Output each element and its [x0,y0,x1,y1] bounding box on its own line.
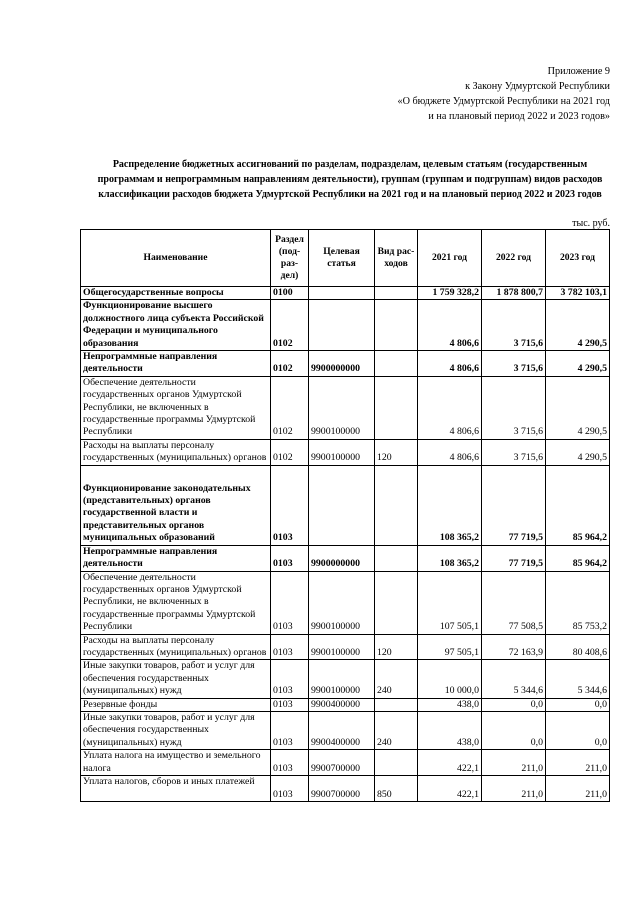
row-name: Уплата налогов, сборов и иных платежей [81,776,271,802]
title-line: классификации расходов бюджета Удмуртской Республики на 2021 год и на плановый период 2022 и 2023 годов [98,189,602,200]
row-name: Непрограммные направления деятельности [81,351,271,377]
row-2021: 438,0 [418,698,482,711]
row-2023: 85 964,2 [546,545,610,571]
row-type [375,571,418,634]
row-target: 9900100000 [309,571,375,634]
header-target: Целевая статья [309,230,375,287]
header-2022: 2022 год [482,230,546,287]
table-row [81,465,610,545]
row-2022: 1 878 800,7 [482,287,546,300]
header-2023: 2023 год [546,230,610,287]
row-name: Расходы на выплаты персоналу государственных (муниципальных) органов [81,439,271,465]
row-section: 0103 [271,545,309,571]
row-section: 0102 [271,351,309,377]
header-section: Раздел (под-раз-дел) [271,230,309,287]
row-2023: 4 290,5 [546,351,610,377]
row-type [375,750,418,776]
row-section: 0102 [271,439,309,465]
row-2023: 5 344,6 [546,660,610,698]
appendix-line: к Закону Удмуртской Республики [465,81,610,92]
header-2021: 2021 год [418,230,482,287]
row-section: 0103 [271,634,309,660]
row-2023: 4 290,5 [546,376,610,439]
row-2022: 72 163,9 [482,634,546,660]
row-section: 0103 [271,750,309,776]
row-type [375,287,418,300]
row-section: 0103 [271,571,309,634]
row-target: 9900000000 [309,545,375,571]
row-2023: 4 290,5 [546,439,610,465]
table-row [81,351,610,377]
title-line: программам и непрограммным направлениям деятельности), группам (группам и подгруппам) видов расходов [97,174,603,185]
row-type: 120 [375,634,418,660]
header-name: Наименование [81,230,271,287]
row-type [375,351,418,377]
row-name: Обеспечение деятельности государственных органов Удмуртской Республики, не включенных в государственные программы Удмуртской Республики [81,376,271,439]
row-2022: 77 719,5 [482,465,546,545]
appendix-line: и на плановый период 2022 и 2023 годов» [428,111,610,122]
row-2021: 4 806,6 [418,351,482,377]
table-row [81,660,610,698]
row-section: 0103 [271,776,309,802]
row-name: Функционирование законодательных (представительных) органов государственной власти и представительных органов муниципальных образований [81,465,271,545]
table-row [81,571,610,634]
row-2023: 85 964,2 [546,465,610,545]
row-type: 240 [375,711,418,749]
row-target: 9900700000 [309,776,375,802]
table-row [81,634,610,660]
table-header-row [81,230,610,287]
header-type: Вид рас-ходов [375,230,418,287]
row-name: Иные закупки товаров, работ и услуг для обеспечения государственных (муниципальных) нужд [81,660,271,698]
row-type [375,465,418,545]
row-target: 9900100000 [309,634,375,660]
row-name: Общегосударственные вопросы [81,287,271,300]
row-2023: 85 753,2 [546,571,610,634]
row-2022: 3 715,6 [482,376,546,439]
title-line: Распределение бюджетных ассигнований по разделам, подразделам, целевым статьям (государственным [112,159,588,170]
row-2023: 211,0 [546,776,610,802]
row-2021: 108 365,2 [418,545,482,571]
row-2023: 4 290,5 [546,300,610,351]
row-target: 9900100000 [309,439,375,465]
row-2022: 0,0 [482,711,546,749]
row-section: 0102 [271,300,309,351]
table-row [81,439,610,465]
row-2023: 211,0 [546,750,610,776]
row-target: 9900700000 [309,750,375,776]
row-2021: 97 505,1 [418,634,482,660]
row-2022: 3 715,6 [482,300,546,351]
row-2022: 211,0 [482,750,546,776]
row-name: Резервные фонды [81,698,271,711]
table-row [81,698,610,711]
row-2022: 3 715,6 [482,439,546,465]
row-2022: 5 344,6 [482,660,546,698]
row-target: 9900100000 [309,660,375,698]
row-2021: 4 806,6 [418,300,482,351]
row-2023: 3 782 103,1 [546,287,610,300]
row-target: 9900400000 [309,698,375,711]
row-type [375,698,418,711]
table-row [81,376,610,439]
appendix-line: «О бюджете Удмуртской Республики на 2021 год [397,96,610,107]
row-target: 9900000000 [309,351,375,377]
row-2023: 80 408,6 [546,634,610,660]
row-type: 240 [375,660,418,698]
budget-table [80,229,610,802]
row-type: 850 [375,776,418,802]
row-type [375,376,418,439]
row-2021: 4 806,6 [418,376,482,439]
row-2021: 4 806,6 [418,439,482,465]
row-2021: 108 365,2 [418,465,482,545]
row-2022: 211,0 [482,776,546,802]
row-target [309,300,375,351]
row-2021: 422,1 [418,750,482,776]
row-name: Расходы на выплаты персоналу государственных (муниципальных) органов [81,634,271,660]
row-2021: 107 505,1 [418,571,482,634]
row-section: 0103 [271,660,309,698]
row-section: 0100 [271,287,309,300]
row-type [375,300,418,351]
row-section: 0103 [271,698,309,711]
table-row [81,545,610,571]
row-type: 120 [375,439,418,465]
row-section: 0102 [271,376,309,439]
row-name: Функционирование высшего должностного лица субъекта Российской Федерации и муниципального образования [81,300,271,351]
table-row [81,750,610,776]
row-2022: 77 719,5 [482,545,546,571]
row-name: Непрограммные направления деятельности [81,545,271,571]
row-name: Уплата налога на имущество и земельного налога [81,750,271,776]
row-2022: 3 715,6 [482,351,546,377]
row-2021: 1 759 328,2 [418,287,482,300]
table-row [81,711,610,749]
row-target: 9900400000 [309,711,375,749]
table-row [81,776,610,802]
row-2021: 422,1 [418,776,482,802]
appendix-line: Приложение 9 [547,66,610,77]
row-2022: 77 508,5 [482,571,546,634]
row-2023: 0,0 [546,711,610,749]
row-target: 9900100000 [309,376,375,439]
row-type [375,545,418,571]
row-name: Обеспечение деятельности государственных органов Удмуртской Республики, не включенных в государственные программы Удмуртской Республики [81,571,271,634]
unit-label: тыс. руб. [572,218,610,229]
table-row [81,300,610,351]
row-2021: 10 000,0 [418,660,482,698]
row-section: 0103 [271,465,309,545]
document-title [80,157,620,202]
row-2022: 0,0 [482,698,546,711]
row-2023: 0,0 [546,698,610,711]
table-row [81,287,610,300]
row-target [309,287,375,300]
row-name: Иные закупки товаров, работ и услуг для обеспечения государственных (муниципальных) нужд [81,711,271,749]
row-section: 0103 [271,711,309,749]
row-2021: 438,0 [418,711,482,749]
appendix-block [398,64,611,124]
row-target [309,465,375,545]
